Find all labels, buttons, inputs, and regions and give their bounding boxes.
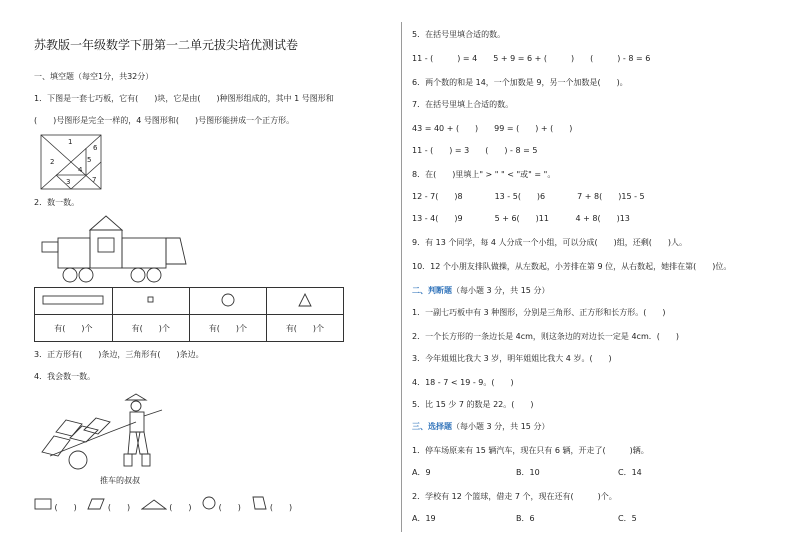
section-3-label: 三、选择题 [412,422,452,431]
judgement-4: 4．18 - 7 < 19 - 9。( ) [412,378,514,387]
judgement-2: 2．一个长方形的一条边长是 4cm，则这条边的对边长一定是 4cm．( ) [412,332,679,341]
question-7-line-2: 11 - ( ) = 3 ( ) - 8 = 5 [412,146,538,155]
triangle-count-blank[interactable]: ( ) [169,503,192,512]
tangram-figure [40,134,102,190]
triangle-icon [141,498,167,510]
question-2: 2．数一数。 [34,198,80,207]
trapezoid-count [251,496,292,513]
count-cell-rectangle[interactable]: 有( )个 [35,315,113,342]
table-cell-rectangle [35,288,113,315]
question-7-line-1: 43 = 40 + ( ) 99 = ( ) + ( ) [412,124,573,133]
shape-count-table [34,287,344,342]
choice-1: 1．停车场原来有 15 辆汽车，现在只有 6 辆，开走了( )辆。 [412,446,649,455]
table-cell-triangle [266,288,343,315]
page-title: 苏教版一年级数学下册第一二单元拔尖培优测试卷 [34,38,299,52]
section-2-label: 二、判断题 [412,286,452,295]
circle-icon [220,292,236,308]
judgement-5: 5．比 15 少 7 的数是 22。( ) [412,400,534,409]
choice-1-option-c[interactable]: C．14 [618,468,642,477]
question-8-line-2: 13 - 4( )9 5 + 6( )11 4 + 8( )13 [412,214,630,223]
section-3-points: （每小题 3 分，共 15 分） [452,422,550,431]
judgement-3: 3．今年姐姐比我大 3 岁，明年姐姐比我大 4 岁。( ) [412,354,612,363]
table-cell-circle [189,288,266,315]
rectangle-count [34,498,77,513]
triangle-icon [297,292,313,308]
cart-pusher-figure [40,392,190,476]
triangle-count [141,498,192,513]
question-5: 5．在括号里填合适的数。 [412,30,506,39]
circle-count-blank[interactable]: ( ) [218,503,241,512]
tangram-label-1: 1 [68,138,73,146]
choice-1-option-a[interactable]: A．9 [412,468,431,477]
count-cell-circle[interactable]: 有( )个 [189,315,266,342]
circle-count [202,496,241,513]
choice-2-option-a[interactable]: A．19 [412,514,436,523]
choice-1-option-b[interactable]: B．10 [516,468,540,477]
rectangle-icon [41,294,105,306]
circle-icon [202,496,216,510]
shape-count-row [34,496,292,512]
right-column [412,0,782,554]
question-3: 3．正方形有( )条边，三角形有( )条边。 [34,350,204,359]
parallelogram-icon [87,498,105,510]
trapezoid-count-blank[interactable]: ( ) [269,503,293,512]
question-1-line-1: 1．下图是一套七巧板，它有( )块，它是由( )种图形组成的，其中 1 号图形和 [34,94,334,103]
trapezoid-icon [251,496,267,510]
parallelogram-count [87,498,130,513]
tangram-label-6: 6 [93,144,98,152]
question-1-line-2: ( )号图形是完全一样的，4 号图形和( )号图形能拼成一个正方形。 [34,116,295,125]
figure-caption: 推车的叔叔 [100,476,140,485]
tangram-label-5: 5 [87,156,92,164]
rectangle-count-blank[interactable]: ( ) [54,503,77,512]
train-figure [40,214,190,284]
count-cell-square[interactable]: 有( )个 [112,315,189,342]
question-8: 8．在( )里填上" > " " < "或" = "。 [412,170,556,179]
choice-2-option-c[interactable]: C．5 [618,514,637,523]
tangram-label-2: 2 [50,158,55,166]
choice-2: 2．学校有 12 个篮球，借走 7 个，现在还有( )个。 [412,492,617,501]
parallelogram-count-blank[interactable]: ( ) [107,503,131,512]
square-icon [145,294,157,306]
question-7: 7．在括号里填上合适的数。 [412,100,514,109]
table-cell-square [112,288,189,315]
count-cell-triangle[interactable]: 有( )个 [266,315,343,342]
tangram-label-3: 3 [66,178,71,186]
question-10: 10．12 个小朋友排队做操，从左数起，小芳排在第 9 位，从右数起，她排在第( )位。 [412,262,732,271]
question-4: 4．我会数一数。 [34,372,96,381]
question-6: 6．两个数的和是 14，一个加数是 9，另一个加数是( )。 [412,78,628,87]
section-2-heading [412,286,549,296]
tangram-label-7: 7 [92,176,97,184]
choice-2-option-b[interactable]: B．6 [516,514,535,523]
question-8-line-1: 12 - 7( )8 13 - 5( )6 7 + 8( )15 - 5 [412,192,645,201]
section-2-points: （每小题 3 分，共 15 分） [452,286,550,295]
question-5-equations: 11 - ( ) = 4 5 + 9 = 6 + ( ) ( ) - 8 = 6 [412,54,651,63]
section-3-heading [412,422,549,432]
question-9: 9．有 13 个同学，每 4 人分成一个小组，可以分成( )组，还剩( )人。 [412,238,688,247]
rectangle-icon [34,498,52,510]
tangram-label-4: 4 [78,166,83,174]
column-divider [401,22,402,532]
judgement-1: 1．一副七巧板中有 3 种图形，分别是三角形、正方形和长方形。( ) [412,308,666,317]
left-column [34,0,394,554]
section-1-heading: 一、填空题（每空1分，共32分） [34,72,154,81]
